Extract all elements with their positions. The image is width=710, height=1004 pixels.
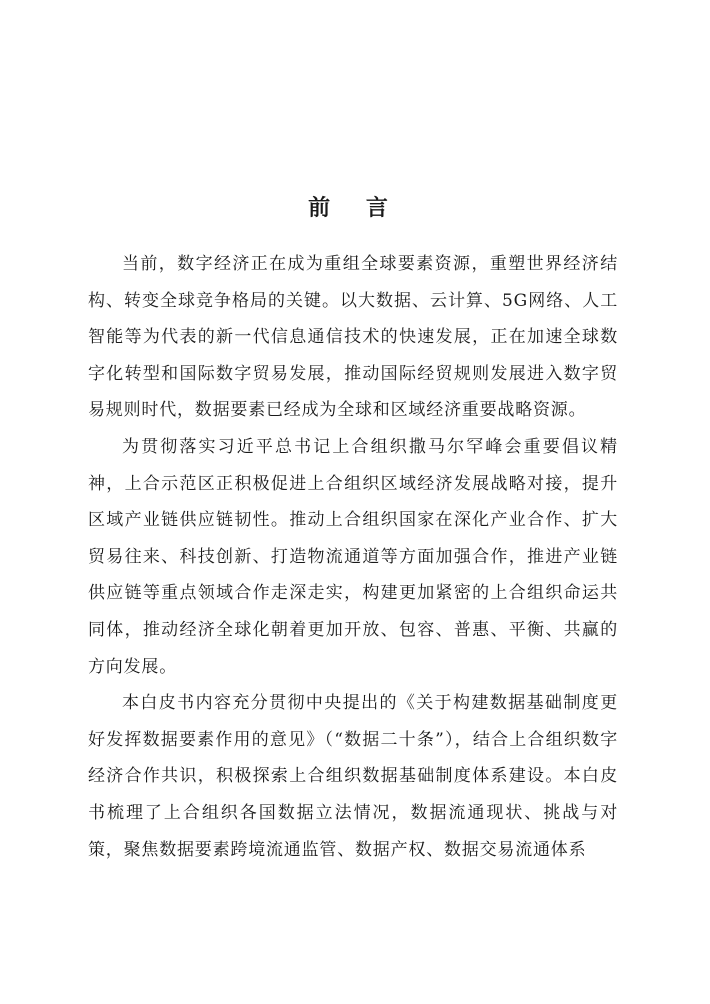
- paragraph-2: 为贯彻落实习近平总书记上合组织撒马尔罕峰会重要倡议精神，上合示范区正积极促进上合组织区域经济发展战略对接，提升区域产业链供应链韧性。推动上合组织国家在深化产业合作、扩大贸易往来、科技创新、打造物流通道等方面加强合作，推进产业链供应链等重点领域合作走深走实，构建更加紧密的上合组织命运共同体，推动经济全球化朝着更加开放、包容、普惠、平衡、共赢的方向发展。: [88, 436, 618, 677]
- paragraph-3: 本白皮书内容充分贯彻中央提出的《关于构建数据基础制度更好发挥数据要素作用的意见》（“数据二十条”），结合上合组织数字经济合作共识，积极探索上合组织数据基础制度体系建设。本白皮书梳理了上合组织各国数据立法情况，数据流通现状、挑战与对策，聚焦数据要素跨境流通监管、数据产权、数据交易流通体系: [88, 693, 618, 860]
- page-title: 前 言: [308, 196, 402, 221]
- body-text: [88, 246, 618, 868]
- paragraph-1: 当前，数字经济正在成为重组全球要素资源，重塑世界经济结构、转变全球竞争格局的关键。以大数据、云计算、5G网络、人工智能等为代表的新一代信息通信技术的快速发展，正在加速全球数字化转型和国际数字贸易发展，推动国际经贸规则发展进入数字贸易规则时代，数据要素已经成为全球和区域经济重要战略资源。: [88, 254, 618, 421]
